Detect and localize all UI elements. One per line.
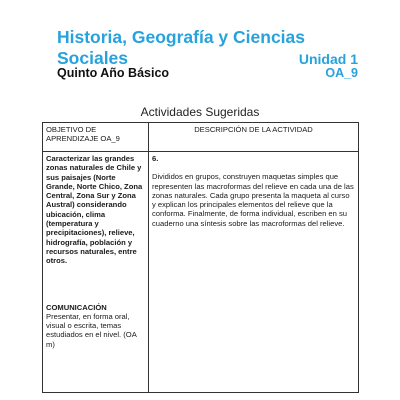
objective-cell bbox=[43, 152, 149, 393]
section-heading: Actividades Sugeridas bbox=[140, 105, 260, 119]
activity-number: 6. bbox=[152, 154, 159, 163]
table-row bbox=[43, 152, 359, 393]
table-header-row bbox=[43, 123, 359, 152]
page-title-line-1: Historia, Geografía y Ciencias bbox=[57, 27, 306, 47]
objective-text: Caracterizar las grandes zonas naturales de Chile y sus paisajes (Norte Grande, Norte Chico, Zona Central, Zona Sur y Zona Austral) considerando ubicación, clima (temperatura y precipitaciones), relieve, hidrografía, población y recursos naturales, entre otros. bbox=[46, 154, 143, 266]
activity-description: Divididos en grupos, construyen maquetas simples que representen las macroformas del relieve en cada una de las zonas naturales. Cada grupo presenta la maqueta al curso y explican los principales elementos del relieve que la conforma. Finalmente, de forma individual, escriben en su cuaderno una síntesis sobre las macroformas del relieve. bbox=[152, 172, 354, 228]
activities-table bbox=[42, 122, 359, 393]
communication-title: COMUNICACIÓN bbox=[46, 302, 107, 312]
description-column-header: DESCRIPCIÓN DE LA ACTIVIDAD bbox=[149, 123, 359, 152]
oa-code-label: OA_9 bbox=[325, 66, 358, 80]
grade-subtitle: Quinto Año Básico bbox=[57, 66, 170, 80]
objective-column-header: OBJETIVO DE APRENDIZAJE OA_9 bbox=[43, 123, 149, 152]
activity-cell bbox=[149, 152, 359, 393]
page-title-line-2: Sociales bbox=[57, 48, 129, 68]
unit-label: Unidad 1 bbox=[298, 51, 358, 67]
communication-text: Presentar, en forma oral, visual o escrita, temas estudiados en el nivel. (OA m) bbox=[46, 311, 137, 349]
